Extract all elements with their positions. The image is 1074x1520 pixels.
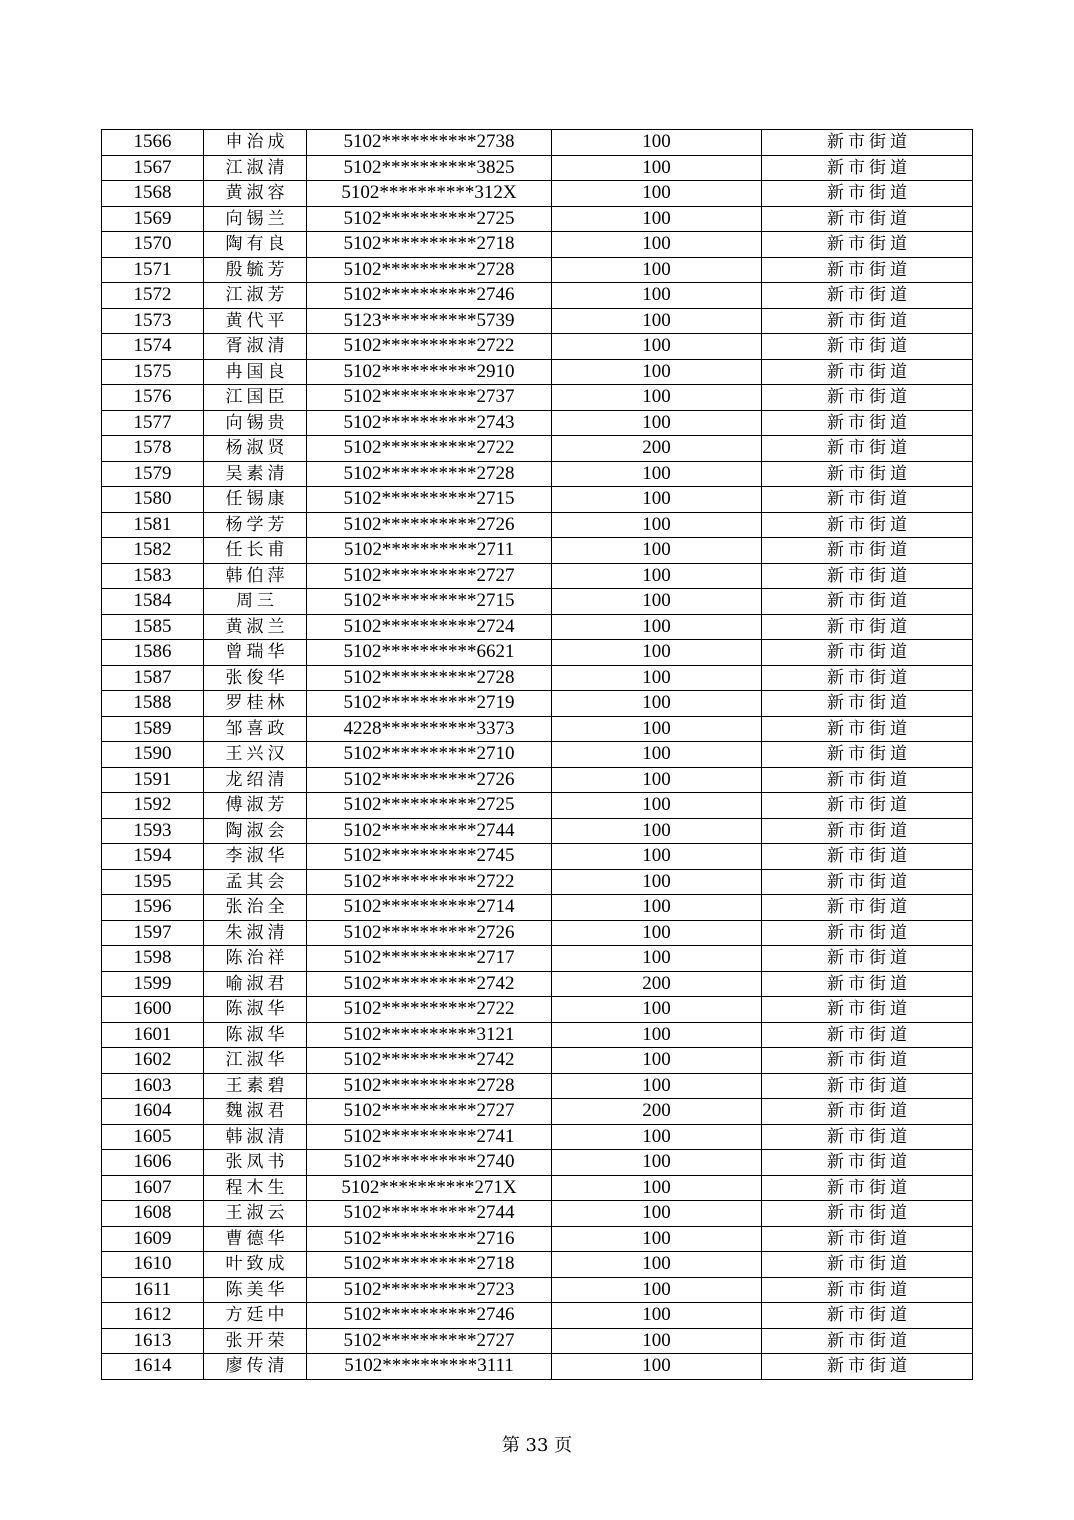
area-cell: 新市街道 <box>762 257 973 283</box>
table-row <box>102 742 973 768</box>
id-number-cell: 5102**********2737 <box>307 385 552 411</box>
row-number-cell: 1592 <box>102 793 204 819</box>
table-row <box>102 895 973 921</box>
row-number-cell: 1610 <box>102 1252 204 1278</box>
table-row <box>102 665 973 691</box>
id-number-cell: 5102**********2740 <box>307 1150 552 1176</box>
row-number-cell: 1589 <box>102 716 204 742</box>
row-number-cell: 1603 <box>102 1073 204 1099</box>
name-cell: 江淑芳 <box>204 283 307 309</box>
table-row <box>102 1022 973 1048</box>
amount-cell: 100 <box>552 1252 762 1278</box>
area-cell: 新市街道 <box>762 1226 973 1252</box>
amount-cell: 100 <box>552 181 762 207</box>
row-number-cell: 1612 <box>102 1303 204 1329</box>
area-cell: 新市街道 <box>762 971 973 997</box>
amount-cell: 100 <box>552 1124 762 1150</box>
name-cell: 张开荣 <box>204 1328 307 1354</box>
amount-cell: 100 <box>552 716 762 742</box>
amount-cell: 100 <box>552 767 762 793</box>
area-cell: 新市街道 <box>762 181 973 207</box>
amount-cell: 100 <box>552 1022 762 1048</box>
amount-cell: 100 <box>552 512 762 538</box>
row-number-cell: 1609 <box>102 1226 204 1252</box>
area-cell: 新市街道 <box>762 359 973 385</box>
table-row <box>102 130 973 156</box>
table-row <box>102 1226 973 1252</box>
id-number-cell: 5102**********2718 <box>307 232 552 258</box>
row-number-cell: 1591 <box>102 767 204 793</box>
area-cell: 新市街道 <box>762 997 973 1023</box>
id-number-cell: 5102**********271X <box>307 1175 552 1201</box>
table-row <box>102 206 973 232</box>
area-cell: 新市街道 <box>762 793 973 819</box>
row-number-cell: 1572 <box>102 283 204 309</box>
amount-cell: 100 <box>552 283 762 309</box>
table-row <box>102 385 973 411</box>
name-cell: 孟其会 <box>204 869 307 895</box>
id-number-cell: 5102**********2715 <box>307 487 552 513</box>
area-cell: 新市街道 <box>762 1303 973 1329</box>
table-row <box>102 1175 973 1201</box>
id-number-cell: 5102**********2717 <box>307 946 552 972</box>
row-number-cell: 1568 <box>102 181 204 207</box>
table-row <box>102 1124 973 1150</box>
amount-cell: 100 <box>552 257 762 283</box>
id-number-cell: 5102**********2726 <box>307 920 552 946</box>
row-number-cell: 1577 <box>102 410 204 436</box>
id-number-cell: 4228**********3373 <box>307 716 552 742</box>
table-row <box>102 334 973 360</box>
name-cell: 喻淑君 <box>204 971 307 997</box>
area-cell: 新市街道 <box>762 869 973 895</box>
id-number-cell: 5102**********2726 <box>307 767 552 793</box>
table-row <box>102 869 973 895</box>
area-cell: 新市街道 <box>762 283 973 309</box>
area-cell: 新市街道 <box>762 1073 973 1099</box>
name-cell: 韩淑清 <box>204 1124 307 1150</box>
amount-cell: 100 <box>552 1226 762 1252</box>
id-number-cell: 5102**********2746 <box>307 1303 552 1329</box>
name-cell: 黄淑容 <box>204 181 307 207</box>
table-row <box>102 1328 973 1354</box>
id-number-cell: 5102**********2722 <box>307 334 552 360</box>
row-number-cell: 1590 <box>102 742 204 768</box>
table-row <box>102 818 973 844</box>
area-cell: 新市街道 <box>762 742 973 768</box>
amount-cell: 100 <box>552 1303 762 1329</box>
area-cell: 新市街道 <box>762 1277 973 1303</box>
area-cell: 新市街道 <box>762 487 973 513</box>
table-row <box>102 1354 973 1380</box>
area-cell: 新市街道 <box>762 1124 973 1150</box>
row-number-cell: 1575 <box>102 359 204 385</box>
name-cell: 陶有良 <box>204 232 307 258</box>
area-cell: 新市街道 <box>762 1022 973 1048</box>
amount-cell: 100 <box>552 1277 762 1303</box>
row-number-cell: 1599 <box>102 971 204 997</box>
id-number-cell: 5102**********2744 <box>307 1201 552 1227</box>
amount-cell: 100 <box>552 487 762 513</box>
name-cell: 任锡康 <box>204 487 307 513</box>
area-cell: 新市街道 <box>762 232 973 258</box>
amount-cell: 100 <box>552 334 762 360</box>
name-cell: 王淑云 <box>204 1201 307 1227</box>
table-row <box>102 946 973 972</box>
row-number-cell: 1611 <box>102 1277 204 1303</box>
row-number-cell: 1602 <box>102 1048 204 1074</box>
table-row <box>102 640 973 666</box>
area-cell: 新市街道 <box>762 1328 973 1354</box>
name-cell: 张俊华 <box>204 665 307 691</box>
table-row <box>102 1099 973 1125</box>
name-cell: 江淑清 <box>204 155 307 181</box>
id-number-cell: 5102**********2728 <box>307 461 552 487</box>
name-cell: 陈治祥 <box>204 946 307 972</box>
name-cell: 陈美华 <box>204 1277 307 1303</box>
id-number-cell: 5102**********2743 <box>307 410 552 436</box>
amount-cell: 100 <box>552 589 762 615</box>
area-cell: 新市街道 <box>762 716 973 742</box>
name-cell: 曹德华 <box>204 1226 307 1252</box>
row-number-cell: 1580 <box>102 487 204 513</box>
name-cell: 傅淑芳 <box>204 793 307 819</box>
table-row <box>102 997 973 1023</box>
id-number-cell: 5102**********2715 <box>307 589 552 615</box>
name-cell: 周三 <box>204 589 307 615</box>
table-row <box>102 487 973 513</box>
row-number-cell: 1586 <box>102 640 204 666</box>
amount-cell: 100 <box>552 410 762 436</box>
id-number-cell: 5102**********2722 <box>307 997 552 1023</box>
row-number-cell: 1594 <box>102 844 204 870</box>
row-number-cell: 1597 <box>102 920 204 946</box>
row-number-cell: 1571 <box>102 257 204 283</box>
name-cell: 黄淑兰 <box>204 614 307 640</box>
table-body <box>102 130 973 1380</box>
row-number-cell: 1605 <box>102 1124 204 1150</box>
name-cell: 冉国良 <box>204 359 307 385</box>
page-number: 第 33 页 <box>501 1435 573 1456</box>
table-row <box>102 1073 973 1099</box>
name-cell: 王兴汉 <box>204 742 307 768</box>
amount-cell: 100 <box>552 461 762 487</box>
name-cell: 向锡兰 <box>204 206 307 232</box>
area-cell: 新市街道 <box>762 1201 973 1227</box>
amount-cell: 100 <box>552 895 762 921</box>
name-cell: 陶淑会 <box>204 818 307 844</box>
row-number-cell: 1581 <box>102 512 204 538</box>
id-number-cell: 5102**********2728 <box>307 665 552 691</box>
table-row <box>102 436 973 462</box>
table-row <box>102 920 973 946</box>
row-number-cell: 1567 <box>102 155 204 181</box>
area-cell: 新市街道 <box>762 385 973 411</box>
amount-cell: 100 <box>552 1354 762 1380</box>
table-row <box>102 257 973 283</box>
name-cell: 龙绍清 <box>204 767 307 793</box>
area-cell: 新市街道 <box>762 640 973 666</box>
name-cell: 朱淑清 <box>204 920 307 946</box>
id-number-cell: 5102**********2714 <box>307 895 552 921</box>
area-cell: 新市街道 <box>762 563 973 589</box>
name-cell: 李淑华 <box>204 844 307 870</box>
name-cell: 殷毓芳 <box>204 257 307 283</box>
area-cell: 新市街道 <box>762 589 973 615</box>
id-number-cell: 5102**********312X <box>307 181 552 207</box>
row-number-cell: 1579 <box>102 461 204 487</box>
name-cell: 任长甫 <box>204 538 307 564</box>
row-number-cell: 1607 <box>102 1175 204 1201</box>
id-number-cell: 5102**********3121 <box>307 1022 552 1048</box>
id-number-cell: 5102**********2742 <box>307 971 552 997</box>
area-cell: 新市街道 <box>762 410 973 436</box>
row-number-cell: 1570 <box>102 232 204 258</box>
area-cell: 新市街道 <box>762 436 973 462</box>
amount-cell: 100 <box>552 844 762 870</box>
id-number-cell: 5102**********2710 <box>307 742 552 768</box>
name-cell: 张凤书 <box>204 1150 307 1176</box>
row-number-cell: 1566 <box>102 130 204 156</box>
id-number-cell: 5102**********2724 <box>307 614 552 640</box>
row-number-cell: 1598 <box>102 946 204 972</box>
row-number-cell: 1587 <box>102 665 204 691</box>
area-cell: 新市街道 <box>762 1175 973 1201</box>
area-cell: 新市街道 <box>762 946 973 972</box>
table-row <box>102 461 973 487</box>
table-row <box>102 308 973 334</box>
area-cell: 新市街道 <box>762 1048 973 1074</box>
name-cell: 张治全 <box>204 895 307 921</box>
amount-cell: 100 <box>552 1201 762 1227</box>
table-row <box>102 1201 973 1227</box>
row-number-cell: 1595 <box>102 869 204 895</box>
id-number-cell: 5102**********2744 <box>307 818 552 844</box>
area-cell: 新市街道 <box>762 844 973 870</box>
name-cell: 江淑华 <box>204 1048 307 1074</box>
table-row <box>102 1048 973 1074</box>
row-number-cell: 1596 <box>102 895 204 921</box>
amount-cell: 100 <box>552 1048 762 1074</box>
name-cell: 杨淑贤 <box>204 436 307 462</box>
row-number-cell: 1608 <box>102 1201 204 1227</box>
name-cell: 叶致成 <box>204 1252 307 1278</box>
table-row <box>102 589 973 615</box>
id-number-cell: 5102**********2719 <box>307 691 552 717</box>
amount-cell: 100 <box>552 946 762 972</box>
area-cell: 新市街道 <box>762 1252 973 1278</box>
table-row <box>102 844 973 870</box>
area-cell: 新市街道 <box>762 155 973 181</box>
id-number-cell: 5102**********2723 <box>307 1277 552 1303</box>
row-number-cell: 1583 <box>102 563 204 589</box>
amount-cell: 100 <box>552 232 762 258</box>
amount-cell: 100 <box>552 385 762 411</box>
id-number-cell: 5102**********3825 <box>307 155 552 181</box>
name-cell: 向锡贵 <box>204 410 307 436</box>
table-row <box>102 563 973 589</box>
table-row <box>102 1150 973 1176</box>
row-number-cell: 1582 <box>102 538 204 564</box>
id-number-cell: 5102**********2727 <box>307 1099 552 1125</box>
table-row <box>102 1277 973 1303</box>
area-cell: 新市街道 <box>762 895 973 921</box>
row-number-cell: 1613 <box>102 1328 204 1354</box>
id-number-cell: 5102**********2716 <box>307 1226 552 1252</box>
name-cell: 邹喜政 <box>204 716 307 742</box>
amount-cell: 100 <box>552 1328 762 1354</box>
area-cell: 新市街道 <box>762 691 973 717</box>
table-row <box>102 767 973 793</box>
id-number-cell: 5102**********2741 <box>307 1124 552 1150</box>
table-row <box>102 614 973 640</box>
name-cell: 曾瑞华 <box>204 640 307 666</box>
amount-cell: 100 <box>552 1073 762 1099</box>
amount-cell: 200 <box>552 971 762 997</box>
area-cell: 新市街道 <box>762 1354 973 1380</box>
table-row <box>102 359 973 385</box>
area-cell: 新市街道 <box>762 818 973 844</box>
row-number-cell: 1614 <box>102 1354 204 1380</box>
id-number-cell: 5102**********2727 <box>307 1328 552 1354</box>
amount-cell: 100 <box>552 1175 762 1201</box>
area-cell: 新市街道 <box>762 1150 973 1176</box>
row-number-cell: 1600 <box>102 997 204 1023</box>
id-number-cell: 5102**********2742 <box>307 1048 552 1074</box>
name-cell: 杨学芳 <box>204 512 307 538</box>
subsidy-table <box>101 129 973 1380</box>
name-cell: 韩伯萍 <box>204 563 307 589</box>
table-row <box>102 971 973 997</box>
id-number-cell: 5102**********2745 <box>307 844 552 870</box>
name-cell: 廖传清 <box>204 1354 307 1380</box>
id-number-cell: 5102**********2722 <box>307 869 552 895</box>
name-cell: 江国臣 <box>204 385 307 411</box>
amount-cell: 100 <box>552 691 762 717</box>
table-row <box>102 232 973 258</box>
id-number-cell: 5102**********2725 <box>307 793 552 819</box>
id-number-cell: 5102**********2910 <box>307 359 552 385</box>
name-cell: 陈淑华 <box>204 997 307 1023</box>
amount-cell: 100 <box>552 793 762 819</box>
amount-cell: 100 <box>552 665 762 691</box>
name-cell: 方廷中 <box>204 1303 307 1329</box>
amount-cell: 100 <box>552 538 762 564</box>
row-number-cell: 1601 <box>102 1022 204 1048</box>
id-number-cell: 5102**********2725 <box>307 206 552 232</box>
row-number-cell: 1573 <box>102 308 204 334</box>
id-number-cell: 5102**********2728 <box>307 257 552 283</box>
area-cell: 新市街道 <box>762 308 973 334</box>
id-number-cell: 5102**********2738 <box>307 130 552 156</box>
amount-cell: 100 <box>552 359 762 385</box>
table-row <box>102 716 973 742</box>
name-cell: 王素碧 <box>204 1073 307 1099</box>
id-number-cell: 5102**********2728 <box>307 1073 552 1099</box>
amount-cell: 100 <box>552 206 762 232</box>
amount-cell: 100 <box>552 742 762 768</box>
area-cell: 新市街道 <box>762 538 973 564</box>
area-cell: 新市街道 <box>762 767 973 793</box>
row-number-cell: 1606 <box>102 1150 204 1176</box>
table-row <box>102 1252 973 1278</box>
row-number-cell: 1593 <box>102 818 204 844</box>
area-cell: 新市街道 <box>762 665 973 691</box>
amount-cell: 100 <box>552 640 762 666</box>
id-number-cell: 5102**********3111 <box>307 1354 552 1380</box>
table-row <box>102 155 973 181</box>
row-number-cell: 1578 <box>102 436 204 462</box>
name-cell: 魏淑君 <box>204 1099 307 1125</box>
id-number-cell: 5102**********2722 <box>307 436 552 462</box>
area-cell: 新市街道 <box>762 461 973 487</box>
area-cell: 新市街道 <box>762 614 973 640</box>
id-number-cell: 5102**********2726 <box>307 512 552 538</box>
table-row <box>102 691 973 717</box>
row-number-cell: 1584 <box>102 589 204 615</box>
row-number-cell: 1588 <box>102 691 204 717</box>
table-row <box>102 793 973 819</box>
amount-cell: 100 <box>552 818 762 844</box>
row-number-cell: 1569 <box>102 206 204 232</box>
name-cell: 程木生 <box>204 1175 307 1201</box>
row-number-cell: 1574 <box>102 334 204 360</box>
table-row <box>102 283 973 309</box>
area-cell: 新市街道 <box>762 206 973 232</box>
amount-cell: 200 <box>552 1099 762 1125</box>
name-cell: 胥淑清 <box>204 334 307 360</box>
id-number-cell: 5102**********6621 <box>307 640 552 666</box>
amount-cell: 100 <box>552 1150 762 1176</box>
amount-cell: 100 <box>552 614 762 640</box>
amount-cell: 200 <box>552 436 762 462</box>
table-row <box>102 1303 973 1329</box>
row-number-cell: 1585 <box>102 614 204 640</box>
name-cell: 吴素清 <box>204 461 307 487</box>
amount-cell: 100 <box>552 997 762 1023</box>
area-cell: 新市街道 <box>762 334 973 360</box>
amount-cell: 100 <box>552 563 762 589</box>
id-number-cell: 5102**********2727 <box>307 563 552 589</box>
area-cell: 新市街道 <box>762 130 973 156</box>
amount-cell: 100 <box>552 308 762 334</box>
area-cell: 新市街道 <box>762 1099 973 1125</box>
row-number-cell: 1604 <box>102 1099 204 1125</box>
table-row <box>102 512 973 538</box>
id-number-cell: 5102**********2746 <box>307 283 552 309</box>
amount-cell: 100 <box>552 155 762 181</box>
row-number-cell: 1576 <box>102 385 204 411</box>
name-cell: 罗桂林 <box>204 691 307 717</box>
id-number-cell: 5123**********5739 <box>307 308 552 334</box>
amount-cell: 100 <box>552 130 762 156</box>
table-row <box>102 538 973 564</box>
name-cell: 申治成 <box>204 130 307 156</box>
table-row <box>102 410 973 436</box>
area-cell: 新市街道 <box>762 512 973 538</box>
area-cell: 新市街道 <box>762 920 973 946</box>
amount-cell: 100 <box>552 920 762 946</box>
name-cell: 陈淑华 <box>204 1022 307 1048</box>
table-row <box>102 181 973 207</box>
name-cell: 黄代平 <box>204 308 307 334</box>
id-number-cell: 5102**********2718 <box>307 1252 552 1278</box>
amount-cell: 100 <box>552 869 762 895</box>
id-number-cell: 5102**********2711 <box>307 538 552 564</box>
